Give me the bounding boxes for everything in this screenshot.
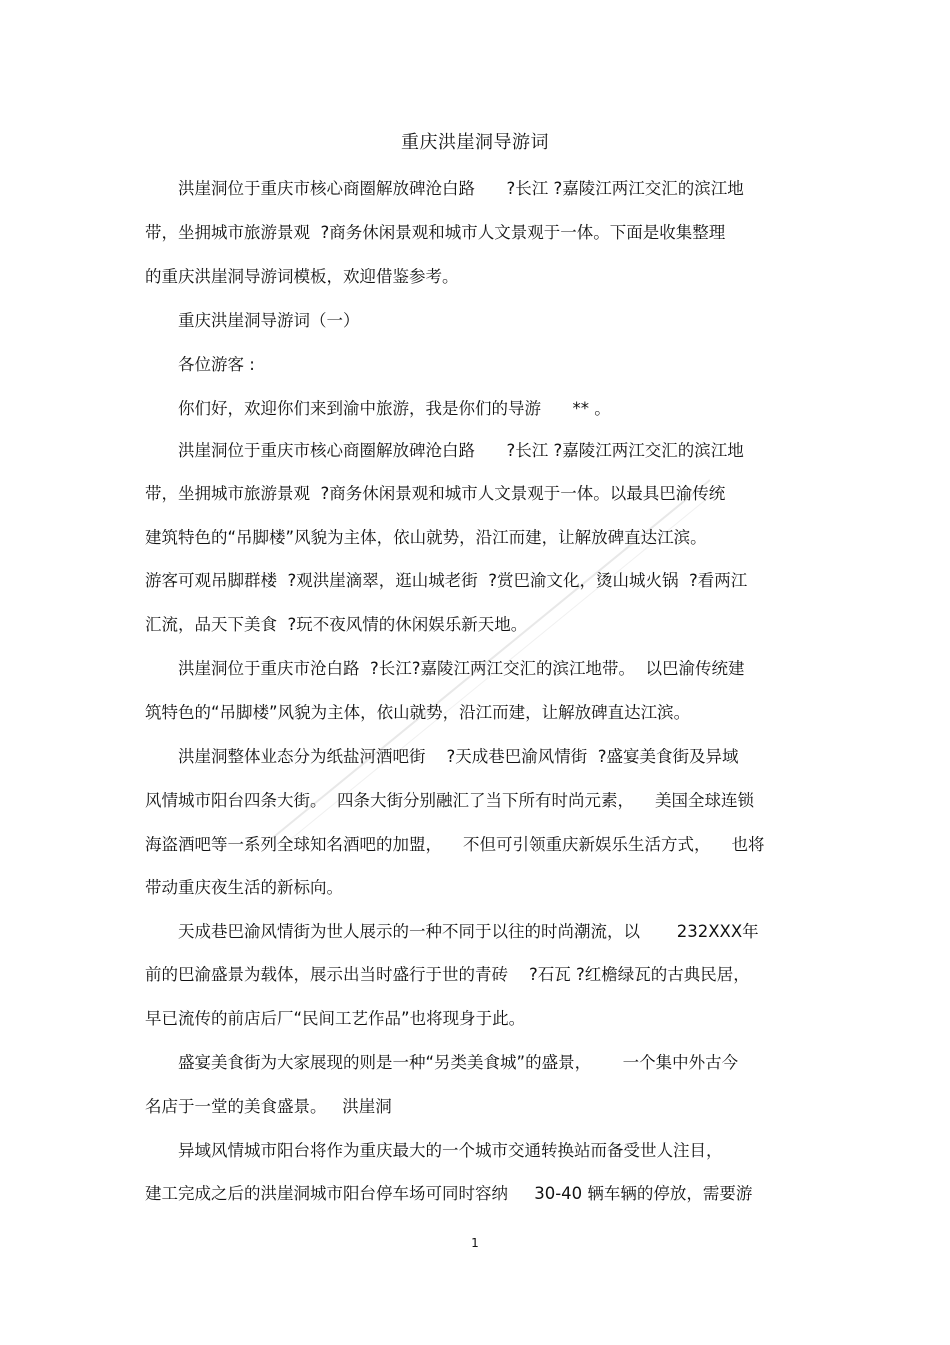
section-heading: 重庆洪崖洞导游词（一） — [178, 311, 360, 330]
paragraph-line: 盛宴美食街为大家展现的则是一种“另类美食城”的盛景， 一个集中外古今 — [178, 1053, 739, 1072]
paragraph-line: 建工完成之后的洪崖洞城市阳台停车场可同时容纳 30-40 辆车辆的停放，需要游 — [145, 1184, 753, 1203]
paragraph-line: 你们好，欢迎你们来到渝中旅游，我是你们的导游 ** 。 — [178, 399, 611, 418]
paragraph-line: 异域风情城市阳台将作为重庆最大的一个城市交通转换站而备受世人注目， — [178, 1141, 723, 1160]
paragraph-line: 洪崖洞位于重庆市沧白路 ?长江?嘉陵江两江交汇的滨江地带。 以巴渝传统建 — [178, 659, 745, 678]
paragraph-line: 带动重庆夜生活的新标向。 — [145, 878, 343, 897]
paragraph-line: 建筑特色的“吊脚楼”风貌为主体，依山就势，沿江而建，让解放碑直达江滨。 — [145, 528, 707, 547]
paragraph-line: 前的巴渝盛景为载体，展示出当时盛行于世的青砖 ?石瓦 ?红檐绿瓦的古典民居， — [145, 965, 750, 984]
paragraph-line: 名店于一堂的美食盛景。 洪崖洞 — [145, 1097, 392, 1116]
paragraph-line: 汇流，品天下美食 ?玩不夜风情的休闲娱乐新天地。 — [145, 615, 528, 634]
paragraph-line: 风情城市阳台四条大街。 四条大街分别融汇了当下所有时尚元素， 美国全球连锁 — [145, 791, 754, 810]
page-number: 1 — [471, 1236, 479, 1250]
paragraph-line: 洪崖洞位于重庆市核心商圈解放碑沧白路 ?长江 ?嘉陵江两江交汇的滨江地 — [178, 441, 744, 460]
paragraph-line: 的重庆洪崖洞导游词模板，欢迎借鉴参考。 — [145, 267, 459, 286]
paragraph-line: 游客可观吊脚群楼 ?观洪崖滴翠，逛山城老街 ?赏巴渝文化，烫山城火锅 ?看两江 — [145, 571, 748, 590]
greeting-line: 各位游客 : — [178, 355, 255, 374]
document-title: 重庆洪崖洞导游词 — [401, 132, 549, 153]
paragraph-line: 洪崖洞整体业态分为纸盐河酒吧街 ?天成巷巴渝风情街 ?盛宴美食街及异域 — [178, 747, 739, 766]
paragraph-line: 早已流传的前店后厂“民间工艺作品”也将现身于此。 — [145, 1009, 526, 1028]
paragraph-line: 天成巷巴渝风情街为世人展示的一种不同于以往的时尚潮流，以 232XXX年 — [178, 922, 759, 941]
paragraph-line: 筑特色的“吊脚楼”风貌为主体，依山就势，沿江而建，让解放碑直达江滨。 — [145, 703, 691, 722]
paragraph-line: 海盗酒吧等一系列全球知名酒吧的加盟， 不但可引领重庆新娱乐生活方式， 也将 — [145, 835, 765, 854]
paragraph-line: 洪崖洞位于重庆市核心商圈解放碑沧白路 ?长江 ?嘉陵江两江交汇的滨江地 — [178, 179, 744, 198]
paragraph-line: 带，坐拥城市旅游景观 ?商务休闲景观和城市人文景观于一体。下面是收集整理 — [145, 223, 726, 242]
paragraph-line: 带，坐拥城市旅游景观 ?商务休闲景观和城市人文景观于一体。以最具巴渝传统 — [145, 484, 726, 503]
